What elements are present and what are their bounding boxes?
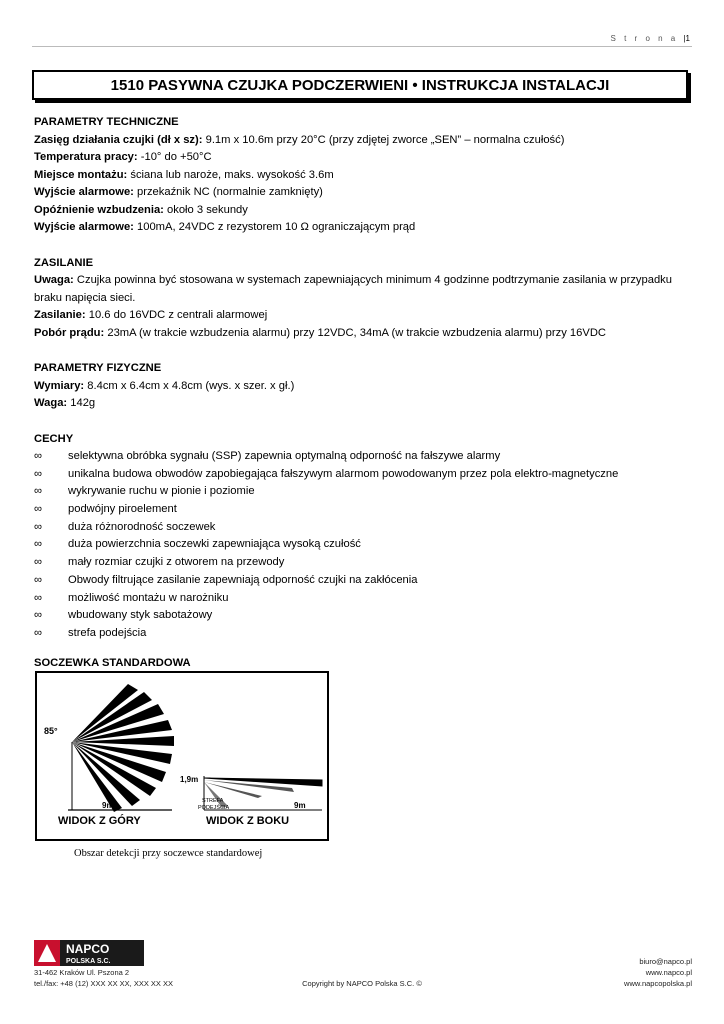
list-item: ∞ Obwody filtrujące zasilanie zapewniają odporność czujki na zakłócenia: [34, 573, 418, 586]
document-title: [32, 70, 688, 100]
footer-address: 31-462 Kraków Ul. Pszona 2: [34, 968, 130, 977]
list-item: ∞ mały rozmiar czujki z otworem na przewody: [34, 556, 285, 569]
param-row: Zasięg działania czujki (dł x sz): 9.1m x 10.6m przy 20°C (przy zdjętej zworce „SEN” – normalna czułość): [34, 133, 565, 146]
list-item: ∞ podwójny piroelement: [34, 503, 177, 516]
footer-contact-block: [624, 956, 692, 989]
section-heading-power: ZASILANIE: [34, 256, 94, 269]
param-row: Pobór prądu: 23mA (w trakcie wzbudzenia alarmu) przy 12VDC, 34mA (w trakcie wzbudzenia alarmu) przy 16VDC: [34, 326, 606, 339]
section-heading-physical: PARAMETRY FIZYCZNE: [34, 362, 162, 374]
list-item: ∞ wykrywanie ruchu w pionie i poziomie: [34, 485, 255, 498]
list-item: ∞ strefa podejścia: [34, 626, 147, 639]
header-rule: [32, 46, 692, 47]
list-item: ∞ duża powierzchnia soczewki zapewniająca wysoką czułość: [34, 538, 361, 551]
footer-web2[interactable]: www.napcopolska.pl: [624, 979, 692, 988]
angle-label: 85°: [44, 726, 58, 736]
title-text: 1510 PASYWNA CZUJKA PODCZERWIENI • INSTRUKCJA INSTALACJI: [110, 76, 610, 94]
detection-pattern-figure: [32, 670, 332, 862]
footer-phone: tel./fax: +48 (12) XXX XX XX, XXX XX XX: [34, 979, 174, 988]
list-item: ∞ unikalna budowa obwodów zapobiegająca fałszywym alarmom powodowanym przez pola elektro-magnetyczne: [34, 467, 619, 480]
param-row: Wyjście alarmowe: 100mA, 24VDC z rezystorem 10 Ω ograniczającym prąd: [34, 221, 416, 233]
footer-email[interactable]: biuro@napco.pl: [639, 957, 692, 966]
list-item: ∞ duża różnorodność soczewek: [34, 520, 216, 533]
param-row: Wyjście alarmowe: przekaźnik NC (normalnie zamknięty): [34, 186, 323, 198]
page-number: S t r o n a |1: [610, 34, 690, 43]
footer-web1[interactable]: www.napco.pl: [645, 968, 692, 977]
section-heading-technical: PARAMETRY TECHNICZNE: [34, 116, 179, 128]
power-note: Uwaga: Czujka powinna być stosowana w systemach zapewniających minimum 4 godzinne podtrzymanie zasilania w przypadku braku napięcia sieci.: [34, 274, 672, 304]
param-row: Miejsce montażu: ściana lub naroże, maks. wysokość 3.6m: [34, 168, 334, 181]
side-height-label: 1,9m: [180, 775, 199, 784]
top-range-label: 9m: [102, 801, 114, 810]
napco-logo: [34, 940, 144, 966]
section-heading-features: CECHY: [34, 432, 74, 445]
list-item: ∞ wbudowany styk sabotażowy: [34, 609, 213, 622]
page-label: S t r o n a: [610, 34, 679, 43]
param-row: Waga: 142g: [34, 397, 96, 409]
zone-label-1: STREFA: [202, 798, 224, 804]
param-row: Zasilanie: 10.6 do 16VDC z centrali alarmowej: [34, 309, 268, 321]
list-item: ∞ selektywna obróbka sygnału (SSP) zapewnia optymalną odporność na fałszywe alarmy: [34, 450, 501, 462]
top-view-label: WIDOK Z GÓRY: [58, 815, 141, 827]
logo-name: NAPCO: [66, 942, 110, 956]
footer-copyright: Copyright by NAPCO Polska S.C. ©: [302, 979, 422, 988]
logo-sub: POLSKA S.C.: [66, 958, 111, 965]
param-row: Opóźnienie wzbudzenia: około 3 sekundy: [34, 203, 248, 216]
param-row: Temperatura pracy: -10° do +50°C: [34, 151, 212, 163]
section-heading-lens: SOCZEWKA STANDARDOWA: [34, 656, 191, 669]
page-number-value: 1: [685, 34, 690, 43]
list-item: ∞ możliwość montażu w narożniku: [34, 591, 229, 604]
zone-label-2: PODEJŚCIA: [198, 805, 230, 811]
side-view-label: WIDOK Z BOKU: [206, 815, 290, 827]
document-body: [34, 114, 694, 672]
param-row: Wymiary: 8.4cm x 6.4cm x 4.8cm (wys. x szer. x gł.): [34, 379, 295, 392]
figure-caption: Obszar detekcji przy soczewce standardowej: [74, 848, 263, 859]
side-range-label: 9m: [294, 801, 306, 810]
